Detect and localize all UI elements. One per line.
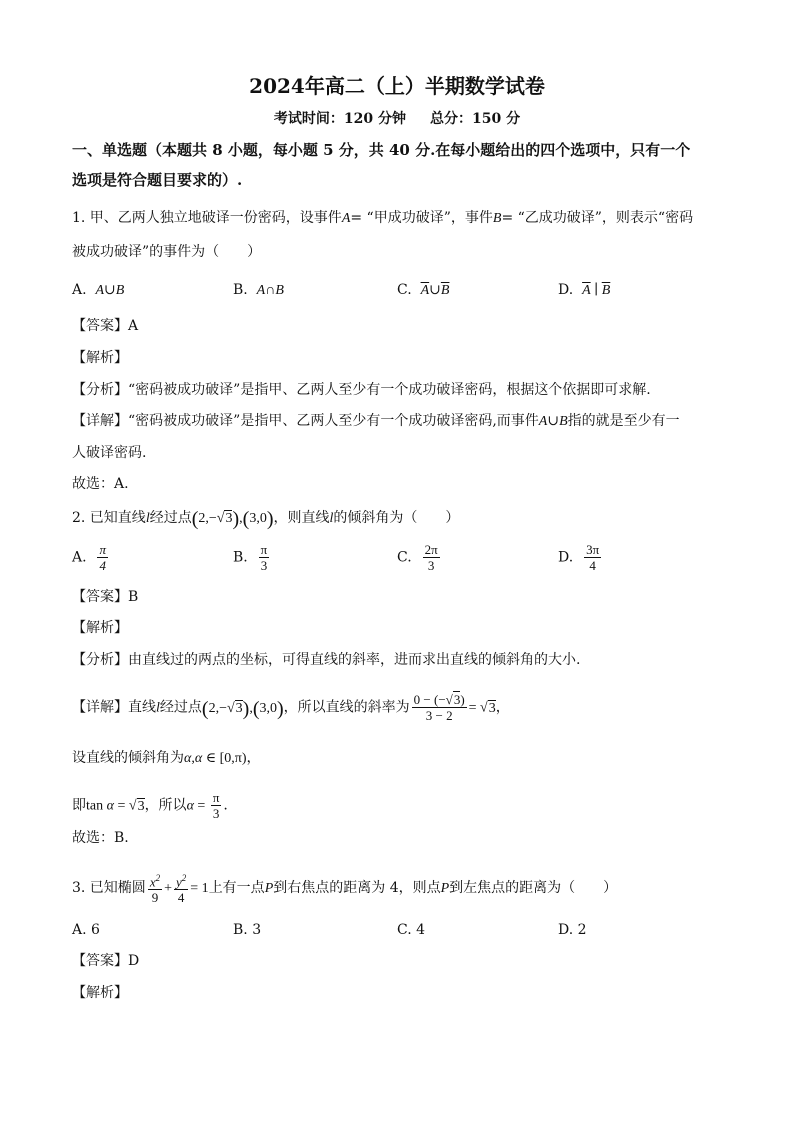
q3-stem-text-3: 到右焦点的距离为 4，则点 [273,880,441,897]
q2-answer: 【答案】B [72,589,139,605]
q1-stem-text: 1. 甲、乙两人独立地破译一份密码，设事件 [72,210,342,226]
q2-detail-line-l: l [156,700,160,716]
q2-line-l-2: l [329,511,334,526]
q2-set-angle-text: 设直线的倾斜角为 [72,750,184,766]
q1-answer: 【答案】A [72,318,139,334]
q2-detail-text: 【详解】直线 [72,699,156,716]
q1-option-b-expr: A∩B [256,283,284,298]
q2-analysis: 【分析】由直线过的两点的坐标，可得直线的斜率，进而求出直线的倾斜角的大小. [72,652,581,668]
q1-detail [72,411,680,432]
q2-stem [72,508,459,529]
q2-option-a-fraction: $\frac{\pi}{4}$ [99,542,106,573]
q3-point-p: P [264,881,274,897]
q3-stem-text-4: 到左焦点的距离为（ ） [449,880,618,897]
q1-option-a[interactable] [72,280,124,301]
q2-stem-text-4: 的倾斜角为（ ） [333,510,460,526]
q1-option-b-label: B. [233,282,248,298]
q1-option-b[interactable] [233,280,284,301]
q1-stem-text-2: = “甲成功破译”，事件 [350,210,493,226]
q2-option-d-fraction: $\frac{3\pi}{4}$ [586,542,600,573]
q2-stem-text-3: ，则直线 [273,510,330,526]
q3-option-b[interactable]: B. 3 [233,922,262,938]
q2-then [72,790,228,821]
q2-slope-fraction: $\frac{0 - (-√3)}{3 - 2}$ [413,692,465,723]
q3-option-c[interactable]: C. 4 [397,922,426,938]
q2-alpha-fraction: $\frac{\pi}{3}$ [212,790,220,821]
q2-angle-expr: α,α ∈ [0,π) [184,751,247,766]
q1-stem-text-3: = “乙成功破译”，则表示“密码 [501,210,694,226]
q2-then-text-3: . [223,797,228,814]
q1-option-a-expr: A∪B [95,283,125,298]
exam-info [0,108,794,128]
q2-option-a[interactable] [72,542,110,573]
q3-point-p-2: P [440,881,450,897]
q1-detail-text-2: 指的就是至少有一 [567,413,680,429]
q1-stem [72,208,693,229]
q3-stem: 3. 已知椭圆 $\frac{x^2}{9}$ + $\frac{y^2}{4}$ = 1上有一点P到右焦点的距离为 4，则点P到左焦点的距离为（ ） [72,873,618,906]
q1-analysis-heading: 【解析】 [72,350,128,366]
q3-option-d[interactable]: D. 2 [558,922,587,938]
q2-stem-text: 2. 已知直线 [72,510,146,526]
q2-points: (2,−√3),(3,0) [191,508,274,530]
q1-option-a-label: A. [72,282,87,298]
q2-then-text: 即 [72,797,86,814]
q1-option-c-label: C. [397,282,412,298]
q2-option-b-label: B. [233,549,248,566]
page-title: 2024年高二（上）半期数学试卷 [249,74,545,98]
q1-detail-text: 【详解】“密码被成功破译”是指甲、乙两人至少有一个成功破译密码,而事件 [72,413,539,429]
q2-detail-text-3: ，所以直线的斜率为 [283,699,410,716]
q1-option-d-expr: $\overline{A}$ ∣ $\overline{B}$ [582,283,611,298]
q1-option-c-expr: $\overline{A}\cup\overline{B}$ [420,283,450,298]
q1-detail-line-2: 人破译密码. [72,445,147,461]
q1-option-d[interactable] [558,280,610,301]
q3-analysis-heading: 【解析】 [72,985,128,1001]
section-heading-line-1: 一、单选题（本题共 8 小题，每小题 5 分，共 40 分.在每小题给出的四个选项中，只有一个 [72,141,691,159]
q2-set-angle-text-2: ， [246,750,261,766]
section-heading-line-2: 选项是符合题目要求的）. [72,171,243,189]
q3-answer: 【答案】D [72,953,140,969]
q3-stem-text-2: 上有一点 [208,880,265,897]
q3-stem-text: 3. 已知椭圆 [72,880,146,897]
q2-option-d[interactable] [558,542,603,573]
q2-option-b-fraction: $\frac{\pi}{3}$ [260,542,268,573]
exam-total-score: 总分：150 分 [430,111,521,127]
q1-stem-line-2: 被成功破译”的事件为（ ） [72,244,262,260]
q2-set-angle [72,748,260,769]
q1-option-c[interactable] [397,280,449,301]
q3-y-fraction: $\frac{y^2}{4}$ [176,873,187,906]
q2-choice: 故选：B. [72,830,129,846]
q2-option-c-label: C. [397,549,412,566]
q2-detail-points: (2,−√3),(3,0) [201,697,284,720]
q1-analysis: 【分析】“密码被成功破译”是指甲、乙两人至少有一个成功破译密码，根据这个依据即可求解. [72,382,651,398]
q1-option-d-label: D. [558,282,574,298]
q2-tan-expr: tan α = √3 [86,798,145,814]
exam-time: 考试时间：120 分钟 [273,111,406,127]
q2-analysis-heading: 【解析】 [72,620,128,636]
q3-equals-one: = 1 [190,881,209,897]
q2-option-c[interactable] [397,542,442,573]
q1-event-a: A [341,211,351,226]
q2-then-text-2: ，所以 [144,797,187,814]
q1-detail-expr: A∪B [538,414,568,429]
q2-option-c-fraction: $\frac{2\pi}{3}$ [424,542,438,573]
q2-stem-text-2: 经过点 [149,510,192,526]
q2-detail [72,692,510,723]
q3-option-a[interactable]: A. 6 [72,922,100,938]
q1-event-b: B [492,211,502,226]
q2-option-a-label: A. [72,549,87,566]
q2-line-l: l [145,511,150,526]
q1-choice: 故选：A. [72,476,129,492]
q2-option-d-label: D. [558,549,574,566]
q2-detail-text-2: 经过点 [159,699,202,716]
q2-detail-text-4: ， [495,699,510,716]
q2-option-b[interactable] [233,542,271,573]
q2-slope-result: = √3 [468,700,496,716]
q3-x-fraction: $\frac{x^2}{9}$ [149,873,161,906]
q2-alpha-result: α = [186,798,209,814]
